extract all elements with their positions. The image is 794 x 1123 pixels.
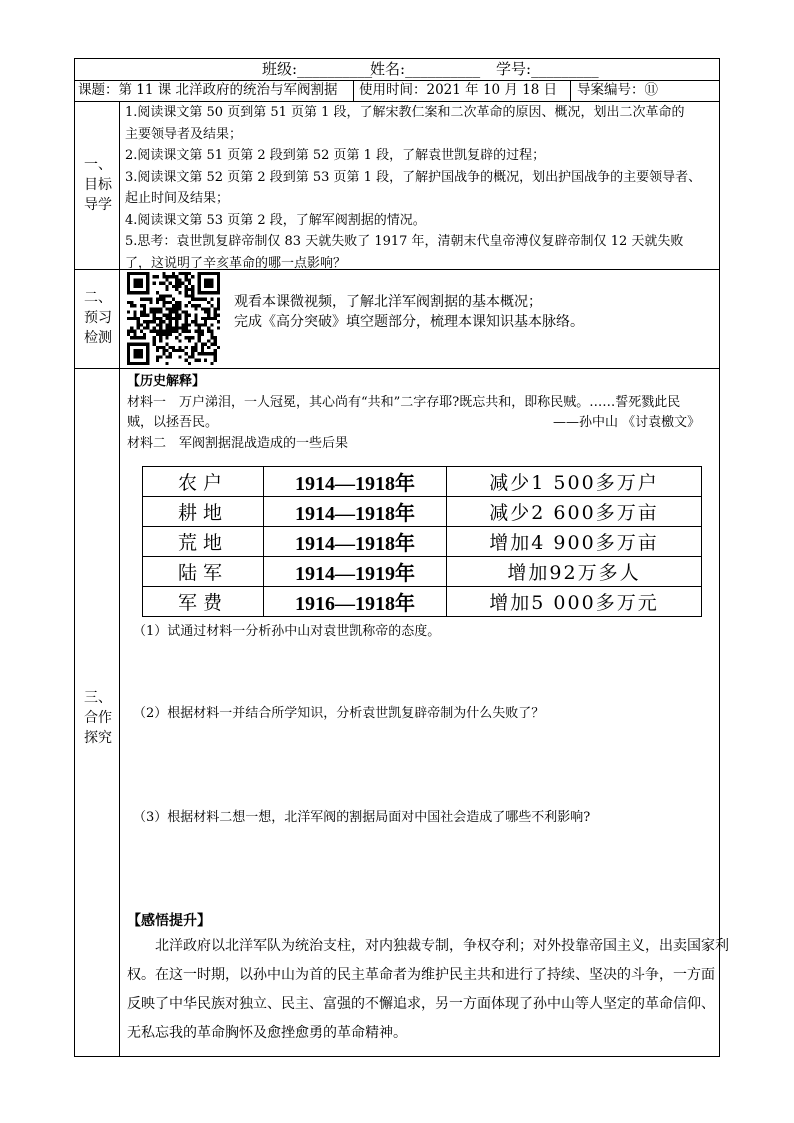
learning-goals (125, 102, 715, 274)
name-field (370, 60, 480, 79)
table-row (143, 557, 702, 587)
frame-bottom (74, 1056, 720, 1057)
material1-line: 材料一 万户涕泪，一人冠冕，其心尚有“共和”二字存耶?既忘共和，即称民贼。……誓死戮此民 (127, 395, 681, 410)
lesson-topic: 课题：第 11 课 北洋政府的统治与军阀割据 (78, 82, 338, 98)
plan-number: 导案编号：⑪ (577, 82, 658, 98)
goal-line: 1.阅读课文第 50 页到第 51 页第 1 段，了解宋教仁案和二次革命的原因、概况，划出二次革命的 (125, 105, 685, 120)
goal-line: 3.阅读课文第 52 页第 2 段到第 53 页第 1 段，了解护国战争的概况，划出护国战争的主要领导者、 (125, 169, 702, 185)
insight-line: 北洋政府以北洋军队为统治支柱，对内独裁专制，争权夺利；对外投靠帝国主义，出卖国家利 (127, 938, 729, 954)
section2-label-line: 二、 (84, 290, 112, 306)
section1-label-line: 导学 (84, 197, 112, 213)
frame-right (719, 58, 720, 1056)
table-row (143, 527, 702, 557)
name-label: 姓名: (370, 60, 406, 78)
table-cell: 减少2 600多万亩 (447, 497, 702, 527)
section1-label-line: 一、 (84, 157, 112, 173)
goal-line: 4.阅读课文第 53 页第 2 段，了解军阀割据的情况。 (125, 212, 426, 228)
section3-label-line: 合作 (84, 710, 112, 726)
info-divider-1 (353, 80, 354, 101)
info-divider-2 (570, 80, 571, 101)
table-cell: 1916—1918年 (264, 587, 447, 617)
table-cell: 增加92万多人 (447, 557, 702, 587)
goal-line: 起止时间及结果； (125, 191, 230, 206)
table-cell: 陆军 (143, 557, 264, 587)
insight-line: 无私忘我的革命胸怀及愈挫愈勇的革命精神。 (127, 1025, 407, 1041)
goal-line: 2.阅读课文第 51 页第 2 段到第 52 页第 1 段，了解袁世凯复辟的过程； (125, 148, 546, 163)
name-blank[interactable]: __________ (405, 60, 481, 78)
section1-label-line: 目标 (84, 177, 112, 193)
table-cell: 军费 (143, 587, 264, 617)
section3-label (78, 688, 118, 748)
table-cell: 增加5 000多万元 (447, 587, 702, 617)
insight-paragraph (127, 932, 729, 1048)
table-cell: 减少1 500多万户 (447, 467, 702, 497)
insight-line: 权。在这一时期，以孙中山为首的民主革命者为维护民主共和进行了持续、坚决的斗争，一方面 (127, 967, 715, 983)
table-cell: 增加4 900多万亩 (447, 527, 702, 557)
table-cell: 1914—1918年 (264, 497, 447, 527)
student-id-blank[interactable]: _________ (531, 60, 599, 78)
question-2: （2）根据材料一并结合所学知识，分析袁世凯复辟帝制为什么失败了？ (133, 706, 545, 721)
table-row (143, 467, 702, 497)
table-cell: 1914—1918年 (264, 527, 447, 557)
table-cell: 1914—1919年 (264, 557, 447, 587)
table-cell: 荒地 (143, 527, 264, 557)
section2-label-line: 预习 (84, 310, 112, 326)
table-cell: 1914—1918年 (264, 467, 447, 497)
qr-code-icon[interactable] (127, 272, 220, 365)
frame-sec2-bottom (74, 368, 720, 369)
material2-title: 材料二 军阀割据混战造成的一些后果 (127, 436, 349, 451)
goal-line: 主要领导者及结果； (125, 126, 243, 142)
frame-top (74, 58, 720, 59)
class-label: 班级: (262, 60, 298, 78)
insight-title: 【感悟提升】 (127, 913, 211, 929)
frame-label-col (119, 101, 120, 1056)
table-row (143, 587, 702, 617)
table-cell: 耕地 (143, 497, 264, 527)
material1-line: 贼，以拯吾民。 (127, 415, 219, 430)
table-cell: 农户 (143, 467, 264, 497)
section2-label (78, 288, 118, 348)
preview-line: 完成《高分突破》填空题部分，梳理本课知识基本脉络。 (234, 314, 584, 330)
consequence-table (142, 466, 702, 617)
insight-line: 反映了中华民族对独立、民主、富强的不懈追求，另一方面体现了孙中山等人坚定的革命信仰、 (127, 996, 715, 1012)
question-1: （1）试通过材料一分析孙中山对袁世凯称帝的态度。 (133, 624, 441, 639)
frame-left (74, 58, 75, 1056)
use-time: 使用时间：2021 年 10 月 18 日 (359, 82, 558, 98)
table-row (143, 497, 702, 527)
section1-label (78, 155, 118, 215)
preview-line: 观看本课微视频，了解北洋军阀割据的基本概况； (234, 294, 542, 310)
student-id-label: 学号: (496, 60, 532, 78)
goal-line: 了，这说明了辛亥革命的哪一点影响？ (125, 255, 347, 271)
class-field (262, 60, 372, 79)
material1-source: ——孙中山 《讨袁檄文》 (553, 415, 701, 430)
section3-label-line: 三、 (84, 690, 112, 706)
question-3: （3）根据材料二想一想，北洋军阀的割据局面对中国社会造成了哪些不利影响? (133, 810, 591, 825)
student-id-field (496, 60, 599, 79)
class-blank[interactable]: __________ (297, 60, 373, 78)
section3-label-line: 探究 (84, 730, 112, 746)
section2-label-line: 检测 (84, 330, 112, 346)
history-title: 【历史解释】 (127, 374, 206, 389)
goal-line: 5.思考：袁世凯复辟帝制仅 83 天就失败了 1917 年，清朝末代皇帝溥仪复辟帝制仅 12 天就失败 (125, 234, 684, 249)
